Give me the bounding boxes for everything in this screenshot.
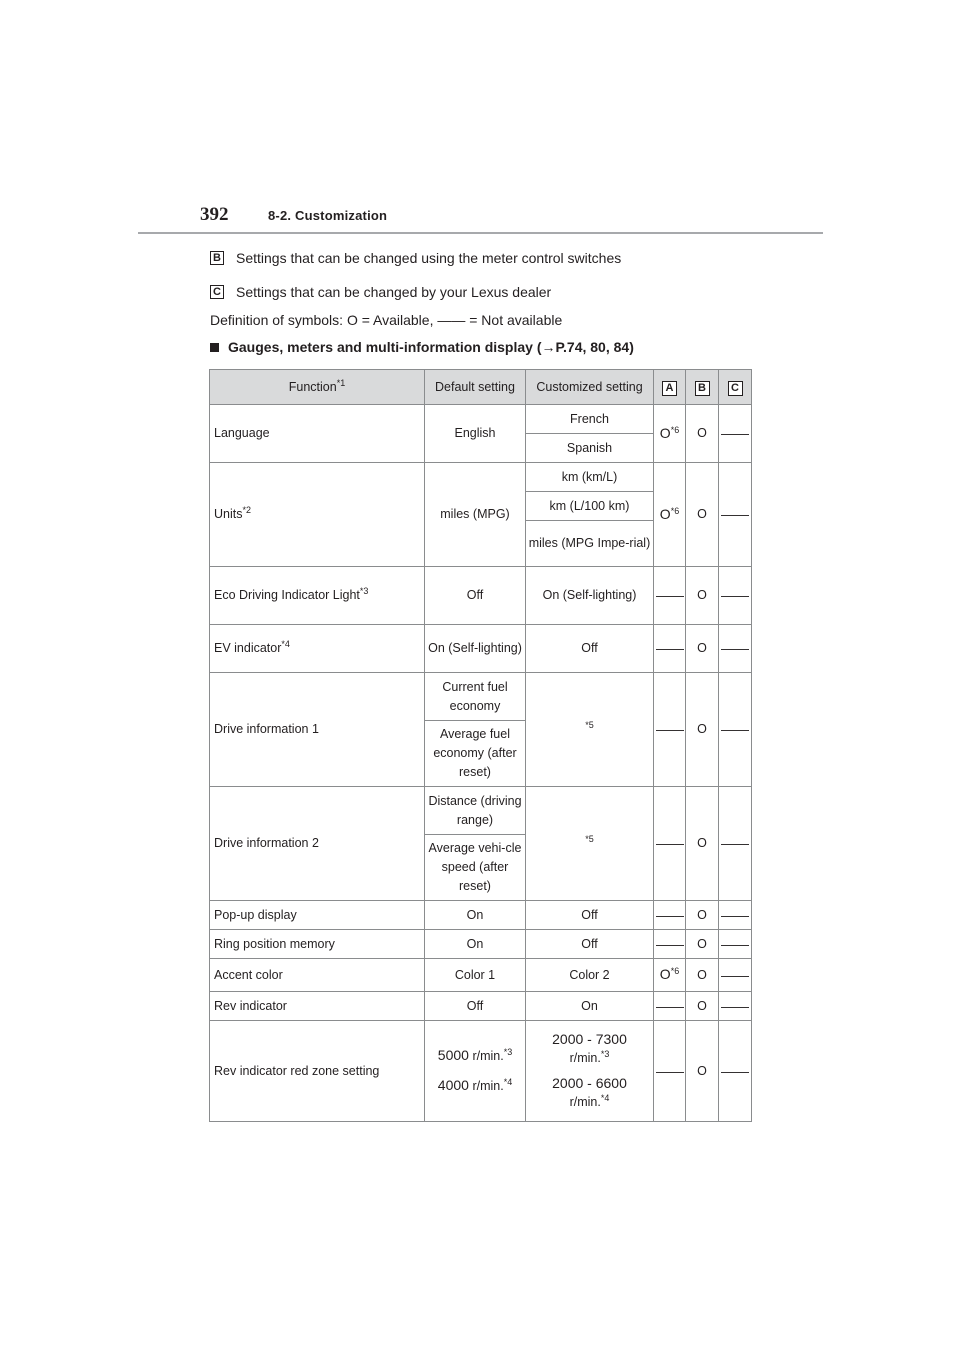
- col-b-cell: O: [686, 567, 719, 625]
- col-c-cell: ——: [719, 959, 752, 992]
- badge-a-icon: A: [662, 381, 677, 396]
- default-cell: Distance (driving range): [425, 787, 526, 835]
- customized-cell: 2000 - 7300 r/min.$^{*3}$ 2000 - 6600 r/min.$^{*4}$: [526, 1021, 654, 1122]
- option-cell: French: [526, 405, 654, 434]
- col-a-cell: ——: [654, 1021, 686, 1122]
- col-c-cell: ——: [719, 673, 752, 787]
- square-bullet-icon: [210, 343, 219, 352]
- default-cell: 5000 r/min.$^{*3}$ 4000 r/min.$^{*4}$: [425, 1021, 526, 1122]
- header-customized: Customized setting: [526, 370, 654, 405]
- default-cell: Average vehi-cle speed (after reset): [425, 835, 526, 901]
- table-row: [210, 930, 752, 959]
- page-header: [200, 204, 387, 226]
- col-b-cell: O: [686, 625, 719, 673]
- col-b-cell: O: [686, 1021, 719, 1122]
- function-cell: Rev indicator red zone setting: [210, 1021, 425, 1122]
- table-row: [210, 625, 752, 673]
- function-cell: Pop-up display: [210, 901, 425, 930]
- function-cell: Ring position memory: [210, 930, 425, 959]
- header-default: Default setting: [425, 370, 526, 405]
- settings-table: [209, 369, 752, 1122]
- customized-cell: Color 2: [526, 959, 654, 992]
- legend-c: [210, 284, 551, 300]
- badge-b-icon: B: [695, 381, 710, 396]
- col-a-cell: ——: [654, 787, 686, 901]
- customized-cell: Off: [526, 930, 654, 959]
- col-c-cell: ——: [719, 901, 752, 930]
- table-header-row: [210, 370, 752, 405]
- default-cell: miles (MPG): [425, 463, 526, 567]
- customized-cell: On: [526, 992, 654, 1021]
- col-a-cell: ——: [654, 673, 686, 787]
- col-a-cell: ——: [654, 567, 686, 625]
- section-subheading: [210, 339, 634, 355]
- table-row: [210, 1021, 752, 1122]
- default-cell: On (Self-lighting): [425, 625, 526, 673]
- customized-cell: *5: [526, 787, 654, 901]
- col-a-cell: $O^{*6}$: [654, 463, 686, 567]
- col-a-cell: $O^{*6}$: [654, 405, 686, 463]
- table-row: [210, 787, 752, 835]
- table-row: [210, 567, 752, 625]
- col-c-cell: ——: [719, 787, 752, 901]
- col-b-cell: O: [686, 673, 719, 787]
- table-row: [210, 959, 752, 992]
- section-title: 8-2. Customization: [268, 208, 388, 223]
- default-cell: On: [425, 930, 526, 959]
- header-function: Function$^{*1}$: [210, 370, 425, 405]
- table-row: [210, 992, 752, 1021]
- page-number: 392: [200, 204, 229, 225]
- col-a-cell: $O^{*6}$: [654, 959, 686, 992]
- badge-c-icon: C: [728, 381, 743, 396]
- option-cell: km (L/100 km): [526, 492, 654, 521]
- customized-cell: *5: [526, 673, 654, 787]
- default-cell: Average fuel economy (after reset): [425, 721, 526, 787]
- default-cell: Off: [425, 567, 526, 625]
- default-cell: On: [425, 901, 526, 930]
- table-row: [210, 673, 752, 721]
- col-c-cell: ——: [719, 567, 752, 625]
- default-cell: Off: [425, 992, 526, 1021]
- col-b-cell: O: [686, 405, 719, 463]
- col-a-cell: ——: [654, 992, 686, 1021]
- header-a: [654, 370, 686, 405]
- col-c-cell: ——: [719, 1021, 752, 1122]
- col-b-cell: O: [686, 901, 719, 930]
- symbol-definition: Definition of symbols: O = Available, —— = Not available: [210, 312, 563, 328]
- badge-b-icon: B: [210, 251, 224, 265]
- function-cell: Drive information 2: [210, 787, 425, 901]
- col-b-cell: O: [686, 992, 719, 1021]
- function-cell: EV indicator$^{*4}$: [210, 625, 425, 673]
- col-b-cell: O: [686, 959, 719, 992]
- function-cell: Drive information 1: [210, 673, 425, 787]
- col-c-cell: ——: [719, 463, 752, 567]
- col-a-cell: ——: [654, 930, 686, 959]
- option-cell: Spanish: [526, 434, 654, 463]
- table-row: [210, 901, 752, 930]
- col-c-cell: ——: [719, 992, 752, 1021]
- col-c-cell: ——: [719, 625, 752, 673]
- function-cell: Eco Driving Indicator Light$^{*3}$: [210, 567, 425, 625]
- col-b-cell: O: [686, 787, 719, 901]
- customized-cell: On (Self-lighting): [526, 567, 654, 625]
- col-c-cell: ——: [719, 930, 752, 959]
- default-cell: Current fuel economy: [425, 673, 526, 721]
- table-row: [210, 405, 752, 434]
- col-c-cell: ——: [719, 405, 752, 463]
- col-a-cell: ——: [654, 625, 686, 673]
- customized-cell: Off: [526, 901, 654, 930]
- function-cell: Language: [210, 405, 425, 463]
- header-b: [686, 370, 719, 405]
- header-c: [719, 370, 752, 405]
- customized-cell: Off: [526, 625, 654, 673]
- default-cell: English: [425, 405, 526, 463]
- function-cell: Accent color: [210, 959, 425, 992]
- default-cell: Color 1: [425, 959, 526, 992]
- col-a-cell: ——: [654, 901, 686, 930]
- option-cell: km (km/L): [526, 463, 654, 492]
- badge-c-icon: C: [210, 285, 224, 299]
- function-cell: Rev indicator: [210, 992, 425, 1021]
- subheading-text: Gauges, meters and multi-information display (→P.74, 80, 84): [228, 339, 634, 355]
- legend-b: [210, 250, 621, 266]
- function-cell: Units$^{*2}$: [210, 463, 425, 567]
- col-b-cell: O: [686, 930, 719, 959]
- legend-b-text: Settings that can be changed using the meter control switches: [236, 250, 622, 266]
- col-b-cell: O: [686, 463, 719, 567]
- table-row: [210, 463, 752, 492]
- option-cell: miles (MPG Impe-rial): [526, 521, 654, 567]
- legend-c-text: Settings that can be changed by your Lexus dealer: [236, 284, 552, 300]
- header-divider: [138, 232, 823, 234]
